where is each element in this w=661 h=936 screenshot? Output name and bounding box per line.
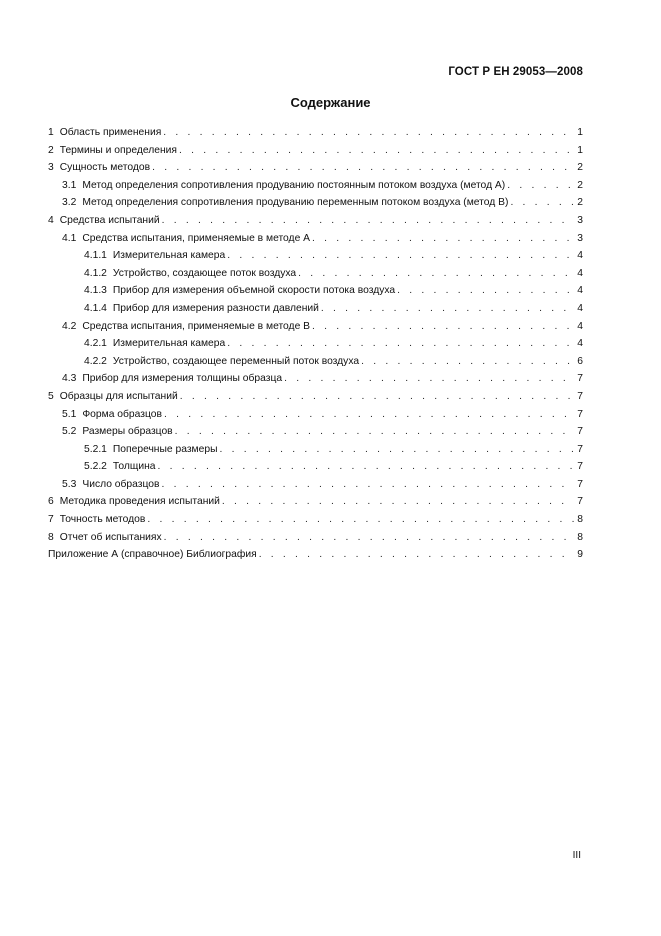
- toc-entry-title: Образцы для испытаний: [59, 390, 178, 402]
- toc-entry-number: 3.1: [62, 179, 77, 191]
- toc-dot-leader: [222, 493, 574, 511]
- toc-entry[interactable]: [48, 493, 583, 511]
- toc-entry-number: 3: [48, 162, 54, 174]
- toc-entry-number: 4: [48, 214, 54, 226]
- toc-entry[interactable]: [48, 406, 583, 424]
- toc-entry[interactable]: [48, 423, 583, 441]
- toc-dot-leader: [507, 177, 574, 195]
- toc-entry-title: Измерительная камера: [112, 250, 226, 262]
- toc-entry-title: Точность методов: [59, 514, 146, 526]
- toc-dot-leader: [164, 406, 574, 424]
- toc-entry-title: Число образцов: [82, 478, 160, 490]
- toc-entry[interactable]: [48, 124, 583, 142]
- toc-dot-leader: [321, 300, 574, 318]
- toc-entry-page: 7: [577, 461, 583, 473]
- toc-entry-page: 7: [577, 443, 583, 455]
- toc-entry[interactable]: [48, 529, 583, 547]
- toc-entry[interactable]: [48, 142, 583, 160]
- toc-entry[interactable]: [48, 458, 583, 476]
- toc-entry-title: Метод определения сопротивления продуванию постоянным потоком воздуха (метод А): [82, 179, 506, 191]
- toc-entry-number: 8: [48, 531, 54, 543]
- toc-entry-page: 4: [577, 302, 583, 314]
- toc-dot-leader: [162, 212, 574, 230]
- toc-dot-leader: [152, 159, 574, 177]
- toc-entry-number: 6: [48, 496, 54, 508]
- toc-entry[interactable]: [48, 300, 583, 318]
- toc-entry-page: 8: [577, 514, 583, 526]
- toc-dot-leader: [227, 247, 574, 265]
- toc-entry[interactable]: [48, 441, 583, 459]
- toc-dot-leader: [164, 529, 574, 547]
- toc-entry-page: 4: [577, 267, 583, 279]
- toc-entry-title: Отчет об испытаниях: [59, 531, 162, 543]
- toc-entry-number: 5.2.2: [84, 461, 107, 473]
- toc-entry-number: 2: [48, 144, 54, 156]
- toc-entry[interactable]: [48, 212, 583, 230]
- toc-entry-title: Методика проведения испытаний: [59, 496, 220, 508]
- toc-dot-leader: [397, 282, 574, 300]
- toc-entry-page: 7: [577, 496, 583, 508]
- toc-dot-leader: [259, 546, 574, 564]
- toc-entry-page: 3: [577, 214, 583, 226]
- toc-entry[interactable]: [48, 177, 583, 195]
- toc-entry[interactable]: [48, 318, 583, 336]
- toc-entry[interactable]: [48, 353, 583, 371]
- toc-entry-title: Форма образцов: [82, 408, 162, 420]
- toc-entry[interactable]: [48, 370, 583, 388]
- toc-entry-number: 4.3: [62, 373, 77, 385]
- toc-entry-page: 4: [577, 285, 583, 297]
- toc-entry-page: 9: [577, 549, 583, 561]
- toc-entry[interactable]: [48, 159, 583, 177]
- toc-dot-leader: [219, 441, 574, 459]
- toc-entry-title: Приложение А (справочное) Библиография: [48, 549, 257, 561]
- toc-dot-leader: [312, 230, 574, 248]
- toc-entry[interactable]: [48, 388, 583, 406]
- document-id-header: ГОСТ Р ЕН 29053—2008: [448, 66, 583, 78]
- toc-entry-title: Средства испытания, применяемые в методе В: [82, 320, 311, 332]
- toc-dot-leader: [312, 318, 574, 336]
- toc-entry[interactable]: [48, 546, 583, 564]
- toc-entry-title: Устройство, создающее поток воздуха: [112, 267, 297, 279]
- toc-entry-page: 4: [577, 338, 583, 350]
- toc-entry[interactable]: [48, 511, 583, 529]
- toc-entry[interactable]: [48, 282, 583, 300]
- toc-entry-number: 5.3: [62, 478, 77, 490]
- toc-entry-title: Прибор для измерения толщины образца: [82, 373, 283, 385]
- toc-dot-leader: [175, 423, 574, 441]
- toc-dot-leader: [180, 388, 574, 406]
- toc-entry[interactable]: [48, 335, 583, 353]
- toc-entry-page: 2: [577, 179, 583, 191]
- toc-entry-number: 3.2: [62, 197, 77, 209]
- toc-entry-title: Область применения: [59, 127, 162, 138]
- toc-dot-leader: [298, 265, 574, 283]
- toc-entry-page: 2: [577, 197, 583, 209]
- toc-entry[interactable]: [48, 265, 583, 283]
- toc-entry-title: Средства испытаний: [59, 214, 160, 226]
- toc-entry-page: 1: [577, 144, 583, 156]
- toc-dot-leader: [161, 476, 574, 494]
- toc-entry-number: 4.2.1: [84, 338, 107, 350]
- toc-entry-title: Прибор для измерения разности давлений: [112, 302, 319, 314]
- toc-entry-page: 7: [577, 390, 583, 402]
- toc-dot-leader: [284, 370, 574, 388]
- toc-entry[interactable]: [48, 230, 583, 248]
- toc-dot-leader: [510, 194, 574, 212]
- toc-entry-number: 4.1.1: [84, 250, 107, 262]
- toc-entry[interactable]: [48, 194, 583, 212]
- toc-entry-page: 6: [577, 355, 583, 367]
- toc-dot-leader: [227, 335, 574, 353]
- toc-entry-title: Измерительная камера: [112, 338, 226, 350]
- toc-dot-leader: [158, 458, 574, 476]
- toc-entry-page: 7: [577, 478, 583, 490]
- toc-entry-title: Толщина: [112, 461, 156, 473]
- toc-entry-number: 4.1.2: [84, 267, 107, 279]
- toc-entry-page: 3: [577, 232, 583, 244]
- toc-entry-page: 2: [577, 162, 583, 174]
- toc-entry-page: 7: [577, 373, 583, 385]
- toc-entry-number: 4.1: [62, 232, 77, 244]
- toc-entry-title: Сущность методов: [59, 162, 151, 174]
- toc-entry-number: 4.2.2: [84, 355, 107, 367]
- page-title: Содержание: [290, 95, 371, 110]
- toc-entry-number: 7: [48, 514, 54, 526]
- toc-entry[interactable]: [48, 247, 583, 265]
- toc-entry-page: 1: [577, 127, 583, 138]
- toc-entry-number: 5.1: [62, 408, 77, 420]
- toc-dot-leader: [361, 353, 574, 371]
- toc-entry-title: Устройство, создающее переменный поток воздуха: [112, 355, 360, 367]
- toc-entry-page: 7: [577, 426, 583, 438]
- toc-entry[interactable]: [48, 476, 583, 494]
- toc-entry-title: Прибор для измерения объемной скорости потока воздуха: [112, 285, 396, 297]
- toc-entry-number: 4.1.3: [84, 285, 107, 297]
- page-number: III: [572, 850, 581, 861]
- toc-entry-title: Термины и определения: [59, 144, 177, 156]
- toc-entry-title: Метод определения сопротивления продуванию переменным потоком воздуха (метод В): [82, 197, 509, 209]
- toc-dot-leader: [147, 511, 574, 529]
- toc-dot-leader: [179, 142, 574, 160]
- toc-entry-number: 4.2: [62, 320, 77, 332]
- toc-dot-leader: [163, 124, 574, 142]
- toc-entry-number: 5.2.1: [84, 443, 107, 455]
- toc-entry-number: 1: [48, 127, 54, 138]
- toc-entry-number: 5.2: [62, 426, 77, 438]
- toc-entry-page: 7: [577, 408, 583, 420]
- toc-entry-page: 4: [577, 250, 583, 262]
- toc-entry-title: Поперечные размеры: [112, 443, 218, 455]
- toc-entry-page: 4: [577, 320, 583, 332]
- toc-entry-title: Размеры образцов: [82, 426, 173, 438]
- table-of-contents: [48, 124, 583, 564]
- toc-entry-page: 8: [577, 531, 583, 543]
- toc-entry-number: 5: [48, 390, 54, 402]
- toc-entry-number: 4.1.4: [84, 302, 107, 314]
- toc-entry-title: Средства испытания, применяемые в методе А: [82, 232, 311, 244]
